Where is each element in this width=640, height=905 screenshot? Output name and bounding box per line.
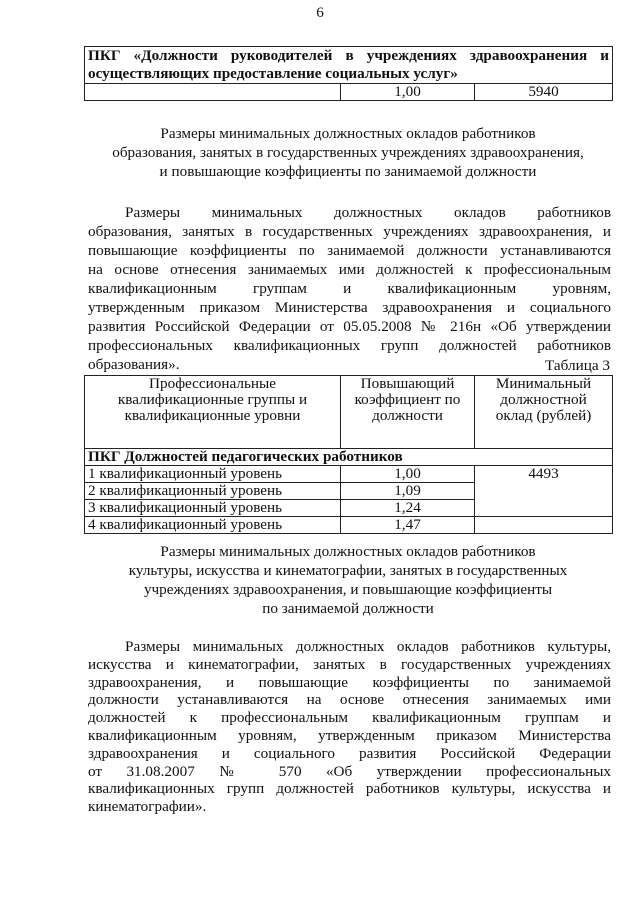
coefficient-cell: 1,00 <box>341 84 475 101</box>
paragraph-line: утвержденным приказом Министерства здравоохранения и социального <box>88 299 611 316</box>
paragraph-line: квалификационных групп должностей работников культуры, искусства и <box>88 780 611 798</box>
salary-cell: 5940 <box>475 84 613 101</box>
heading-line: и повышающие коэффициенты по занимаемой должности <box>159 163 537 180</box>
paragraph-line: квалификационным группам и квалификационным уровням, <box>88 280 611 297</box>
heading-line: культуры, искусства и кинематографии, занятых в государственных <box>128 562 568 579</box>
level-cell: 3 квалификационный уровень <box>85 500 341 517</box>
table-3 <box>84 375 613 534</box>
table-row <box>85 84 613 101</box>
paragraph-line: Размеры минимальных должностных окладов работников <box>125 204 611 221</box>
paragraph-line: должности устанавливаются на основе отнесения занимаемых ими <box>88 691 611 709</box>
paragraph-line: на основе отнесения занимаемых ими должностей к профессиональным <box>88 261 611 278</box>
heading-line: Размеры минимальных должностных окладов работников <box>160 125 536 142</box>
section2-paragraph <box>88 638 611 816</box>
paragraph-line: профессиональных квалификационных групп должностей работников <box>88 337 611 354</box>
coefficient-cell: 1,47 <box>341 517 475 534</box>
heading-line: Размеры минимальных должностных окладов работников <box>160 543 536 560</box>
paragraph-line: повышающие коэффициенты по занимаемой должности устанавливаются <box>88 242 611 259</box>
section1-heading <box>84 124 612 181</box>
coefficient-cell: 1,24 <box>341 500 475 517</box>
heading-line: учреждениях здравоохранения, и повышающие коэффициенты <box>143 581 553 598</box>
group-cell <box>85 84 341 101</box>
table-row <box>85 517 613 534</box>
paragraph-line: от 31.08.2007 № 570 «Об утверждении профессиональных <box>88 762 611 780</box>
section1-paragraph <box>88 203 611 374</box>
paragraph-line: должностей к профессиональным квалификационным группам и <box>88 709 611 727</box>
salary-cell: 4493 <box>475 466 613 517</box>
header-groups: Профессиональные квалификационные группы и квалификационные уровни <box>85 376 341 449</box>
table-managers <box>84 46 613 101</box>
level-cell: 4 квалификационный уровень <box>85 517 341 534</box>
table-group-title: ПКГ Должностей педагогических работников <box>85 449 613 466</box>
paragraph-line: образования, занятых в государственных учреждениях здравоохранения, и <box>88 223 611 240</box>
paragraph-line: образования». <box>88 356 180 373</box>
coefficient-cell: 1,09 <box>341 483 475 500</box>
paragraph-line: здравоохранения, и повышающие коэффициенты по занимаемой <box>88 673 611 691</box>
heading-line: по занимаемой должности <box>262 600 434 617</box>
level-cell: 2 квалификационный уровень <box>85 483 341 500</box>
table-group-title: ПКГ «Должности руководителей в учреждениях здравоохранения и осуществляющих предоставление социальных услуг» <box>85 47 613 84</box>
header-coefficient: Повышающий коэффициент по должности <box>341 376 475 449</box>
header-salary: Минимальный должностной оклад (рублей) <box>475 376 613 449</box>
section2-heading <box>84 542 612 618</box>
paragraph-line: здравоохранения и социального развития Российской Федерации <box>88 744 611 762</box>
paragraph-line: Размеры минимальных должностных окладов работников культуры, <box>125 638 611 655</box>
paragraph-line: квалификационным уровням, утвержденным приказом Министерства <box>88 726 611 744</box>
coefficient-cell: 1,00 <box>341 466 475 483</box>
empty-cell <box>475 517 613 534</box>
heading-line: образования, занятых в государственных учреждениях здравоохранения, <box>112 144 584 161</box>
paragraph-line: развития Российской Федерации от 05.05.2008 № 216н «Об утверждении <box>88 318 611 335</box>
level-cell: 1 квалификационный уровень <box>85 466 341 483</box>
table-row <box>85 466 613 483</box>
table-label: Таблица 3 <box>545 357 610 374</box>
page-number: 6 <box>316 4 324 21</box>
paragraph-line: искусства и кинематографии, занятых в государственных учреждениях <box>88 655 611 673</box>
paragraph-line: кинематографии». <box>88 798 207 816</box>
